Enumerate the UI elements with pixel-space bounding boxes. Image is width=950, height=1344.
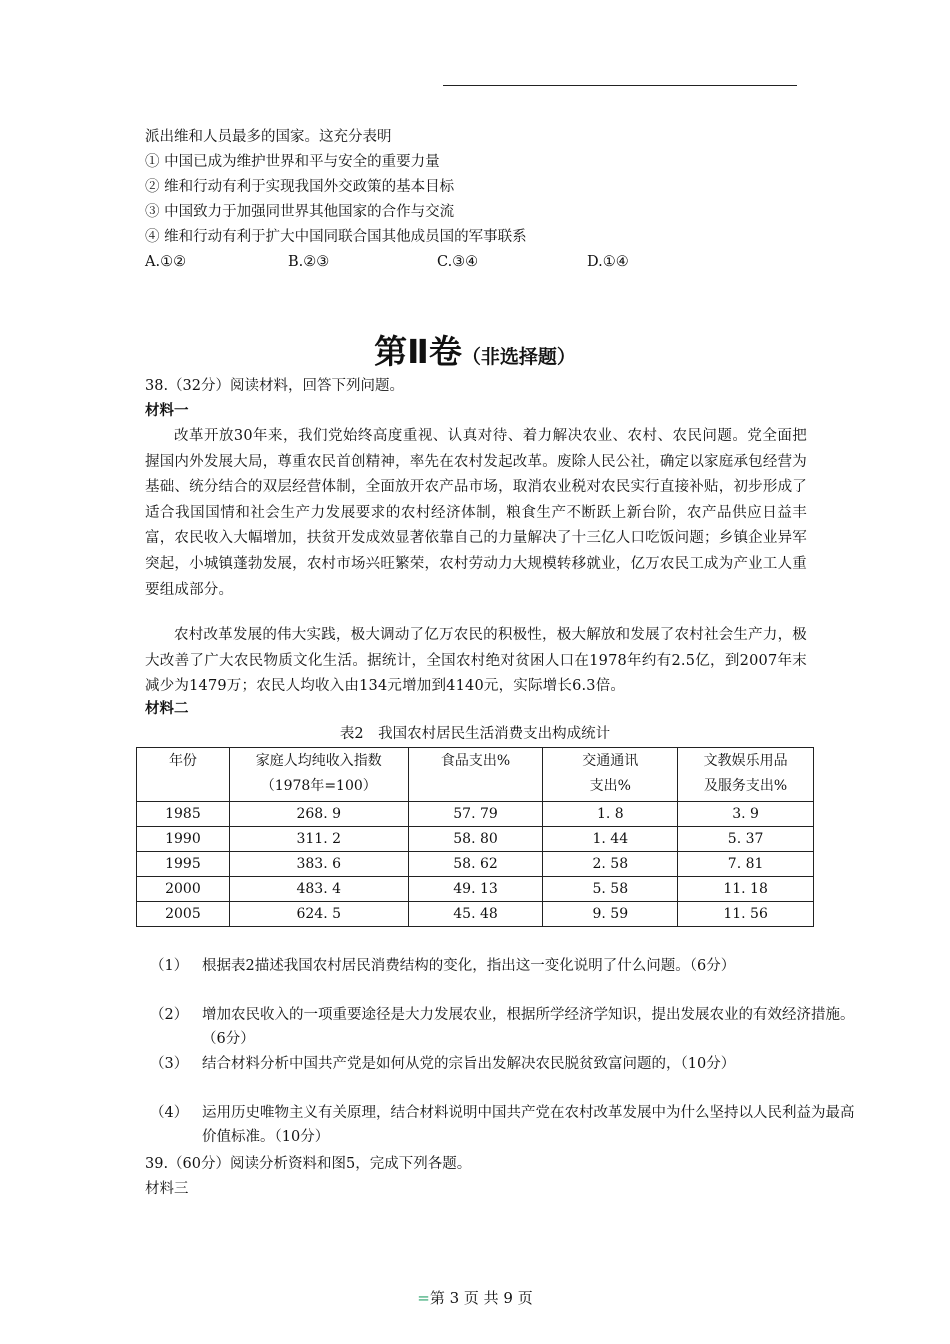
table-cell: 2. 58 — [543, 852, 678, 877]
table-cell: 268. 9 — [229, 802, 408, 827]
q37-statement-4: ④ 维和行动有利于扩大中国同联合国其他成员国的军事联系 — [145, 229, 527, 245]
q37-option-b: B.②③ — [288, 254, 330, 270]
volume-title-main: 第Ⅱ卷 — [374, 332, 462, 371]
table-cell: 1. 8 — [543, 802, 678, 827]
material1-paragraph-1: 改革开放30年来，我们党始终高度重视、认真对待、着力解决农业、农村、农民问题。党全面把握国内外发展大局，尊重农民首创精神，率先在农村发起改革。废除人民公社，确定以家庭承包经营为基础、统分结合的双层经营体制，全面放开农产品市场，取消农业税对农民实行直接补贴，初步形成了适合我国国情和社会生产力发展要求的农村经济体制，粮食生产不断跃上新台阶，农产品供应日益丰富，农民收入大幅增加，扶贫开发成效显著依靠自己的力量解决了十三亿人口吃饭问题；乡镇企业异军突起，小城镇蓬勃发展，农村市场兴旺繁荣，农村劳动力大规模转移就业，亿万农民工成为产业工人重要组成部分。 — [145, 428, 807, 598]
sub-question-2-text: 增加农民收入的一项重要途径是大力发展农业，根据所学经济学知识，提出发展农业的有效经济措施。（6分） — [202, 1007, 855, 1047]
sub-question-4-number: （4） — [150, 1105, 189, 1121]
volume-title — [0, 326, 950, 373]
consumption-table — [136, 747, 814, 927]
table-cell: 2000 — [137, 877, 230, 902]
table-header-row — [137, 748, 814, 802]
q39-header: 39.（60分）阅读分析资料和图5，完成下列各题。 — [145, 1156, 472, 1172]
q38-header: 38.（32分）阅读材料，回答下列问题。 — [145, 378, 405, 394]
table-cell: 483. 4 — [229, 877, 408, 902]
table-cell: 58. 80 — [408, 827, 543, 852]
table-cell: 7. 81 — [678, 852, 814, 877]
sub-question-1-text: 根据表2描述我国农村居民消费结构的变化，指出这一变化说明了什么问题。（6分） — [202, 958, 736, 974]
footer-mark: = — [417, 1289, 430, 1307]
table-cell: 311. 2 — [229, 827, 408, 852]
header-transport: 交通通讯 支出% — [543, 748, 678, 802]
table-cell: 9. 59 — [543, 902, 678, 927]
header-culture: 文教娱乐用品 及服务支出% — [678, 748, 814, 802]
header-rule — [443, 85, 797, 86]
volume-title-sub: （非选择题） — [461, 346, 576, 368]
table-cell: 57. 79 — [408, 802, 543, 827]
material1-label: 材料一 — [145, 403, 189, 419]
table-row — [137, 802, 814, 827]
q37-statement-3: ③ 中国致力于加强同世界其他国家的合作与交流 — [145, 204, 455, 220]
table-cell: 58. 62 — [408, 852, 543, 877]
sub-question-2-number: （2） — [150, 1007, 189, 1023]
table-cell: 49. 13 — [408, 877, 543, 902]
page-footer — [0, 1287, 950, 1308]
header-food: 食品支出% — [408, 748, 543, 802]
table-row — [137, 877, 814, 902]
material2-label: 材料二 — [145, 701, 189, 717]
q37-option-c: C.③④ — [437, 254, 479, 270]
sub-question-1-number: （1） — [150, 958, 189, 974]
page-number: 第 3 页 共 9 页 — [429, 1289, 533, 1307]
table-cell: 1995 — [137, 852, 230, 877]
q37-stem-tail: 派出维和人员最多的国家。这充分表明 — [145, 129, 392, 145]
q37-option-a: A.①② — [145, 254, 187, 270]
q37-option-d: D.①④ — [587, 254, 629, 270]
material1-paragraph-2: 农村改革发展的伟大实践，极大调动了亿万农民的积极性，极大解放和发展了农村社会生产力，极大改善了广大农民物质文化生活。据统计，全国农村绝对贫困人口在1978年约有2.5亿，到2007年末减少为1479万；农民人均收入由134元增加到4140元，实际增长6.3倍。 — [145, 627, 807, 695]
sub-question-3-number: （3） — [150, 1056, 189, 1072]
table-cell: 1. 44 — [543, 827, 678, 852]
sub-question-4-text: 运用历史唯物主义有关原理，结合材料说明中国共产党在农村改革发展中为什么坚持以人民利益为最高价值标准。（10分） — [202, 1105, 855, 1145]
table-cell: 383. 6 — [229, 852, 408, 877]
table-row — [137, 852, 814, 877]
table-cell: 1990 — [137, 827, 230, 852]
header-income-index: 家庭人均纯收入指数 （1978年=100） — [229, 748, 408, 802]
table-cell: 3. 9 — [678, 802, 814, 827]
table-cell: 5. 37 — [678, 827, 814, 852]
header-year: 年份 — [137, 748, 230, 802]
table-row — [137, 902, 814, 927]
table-cell: 5. 58 — [543, 877, 678, 902]
q37-statement-1: ① 中国已成为维护世界和平与安全的重要力量 — [145, 154, 440, 170]
table-row — [137, 827, 814, 852]
table-cell: 11. 18 — [678, 877, 814, 902]
table-cell: 2005 — [137, 902, 230, 927]
table-cell: 1985 — [137, 802, 230, 827]
table-cell: 11. 56 — [678, 902, 814, 927]
table-caption: 表2 我国农村居民生活消费支出构成统计 — [339, 726, 611, 742]
table-cell: 45. 48 — [408, 902, 543, 927]
material3-label: 材料三 — [145, 1181, 189, 1197]
table-cell: 624. 5 — [229, 902, 408, 927]
q37-statement-2: ② 维和行动有利于实现我国外交政策的基本目标 — [145, 179, 455, 195]
sub-question-3-text: 结合材料分析中国共产党是如何从党的宗旨出发解决农民脱贫致富问题的，（10分） — [202, 1056, 736, 1072]
